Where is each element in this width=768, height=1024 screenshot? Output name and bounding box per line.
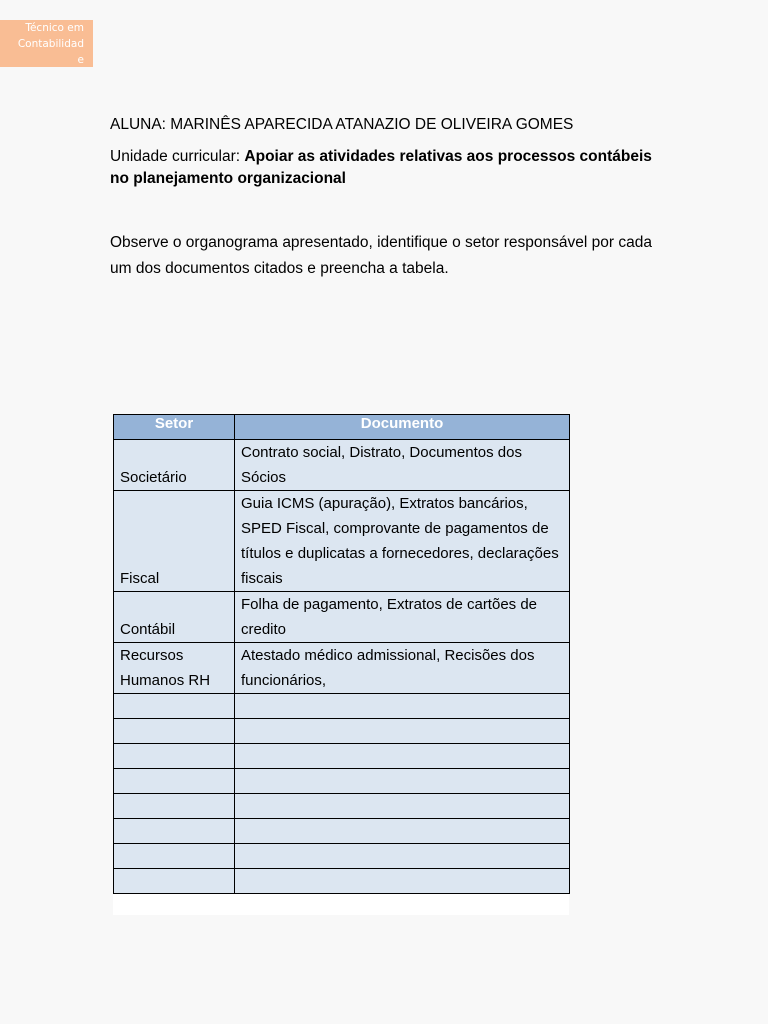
instructions-paragraph: Observe o organograma apresentado, identifique o setor responsável por cada um dos documentos citados e preencha a tabela. <box>110 234 652 277</box>
cell-documento: Guia ICMS (apuração), Extratos bancários, SPED Fiscal, comprovante de pagamentos de títulos e duplicatas a fornecedores, declarações fiscais <box>235 491 570 592</box>
empty-cell <box>114 744 235 769</box>
table-row <box>114 643 570 694</box>
sector-document-table <box>113 414 570 894</box>
empty-table-row <box>114 869 570 894</box>
cell-documento: Folha de pagamento, Extratos de cartões de credito <box>235 592 570 643</box>
empty-cell <box>235 719 570 744</box>
empty-cell <box>235 769 570 794</box>
empty-table-row <box>114 694 570 719</box>
empty-cell <box>235 794 570 819</box>
header-documento: Documento <box>235 415 570 440</box>
curricular-unit-label: Unidade curricular: <box>110 148 245 165</box>
student-name: ALUNA: MARINÊS APARECIDA ATANAZIO DE OLIVEIRA GOMES <box>110 116 574 133</box>
empty-table-row <box>114 719 570 744</box>
curricular-unit <box>110 146 670 190</box>
course-badge-line: e <box>77 54 84 66</box>
empty-table-row <box>114 744 570 769</box>
table-row <box>114 491 570 592</box>
cell-documento: Contrato social, Distrato, Documentos dos Sócios <box>235 440 570 491</box>
table-row <box>114 592 570 643</box>
cell-setor: Contábil <box>114 592 235 643</box>
empty-cell <box>235 694 570 719</box>
course-badge <box>0 20 93 67</box>
empty-table-row <box>114 844 570 869</box>
course-badge-line: Contabilidad <box>17 38 84 50</box>
empty-table-row <box>114 794 570 819</box>
table-row <box>114 440 570 491</box>
sector-table-wrapper <box>113 414 569 915</box>
course-badge-line: Técnico em <box>25 22 84 34</box>
empty-cell <box>235 844 570 869</box>
curricular-unit-value: Apoiar as atividades relativas aos processos contábeis no planejamento organizacional <box>110 148 652 187</box>
empty-cell <box>114 719 235 744</box>
empty-cell <box>114 694 235 719</box>
empty-cell <box>114 769 235 794</box>
cell-setor: Recursos Humanos RH <box>114 643 235 694</box>
cell-setor: Fiscal <box>114 491 235 592</box>
cell-setor: Societário <box>114 440 235 491</box>
empty-cell <box>114 819 235 844</box>
cell-documento: Atestado médico admissional, Recisões dos funcionários, <box>235 643 570 694</box>
empty-table-row <box>114 769 570 794</box>
header-setor: Setor <box>114 415 235 440</box>
empty-cell <box>114 869 235 894</box>
empty-cell <box>235 869 570 894</box>
table-header-row <box>114 415 570 440</box>
empty-cell <box>114 794 235 819</box>
empty-cell <box>235 819 570 844</box>
empty-cell <box>235 744 570 769</box>
empty-cell <box>114 844 235 869</box>
empty-table-row <box>114 819 570 844</box>
